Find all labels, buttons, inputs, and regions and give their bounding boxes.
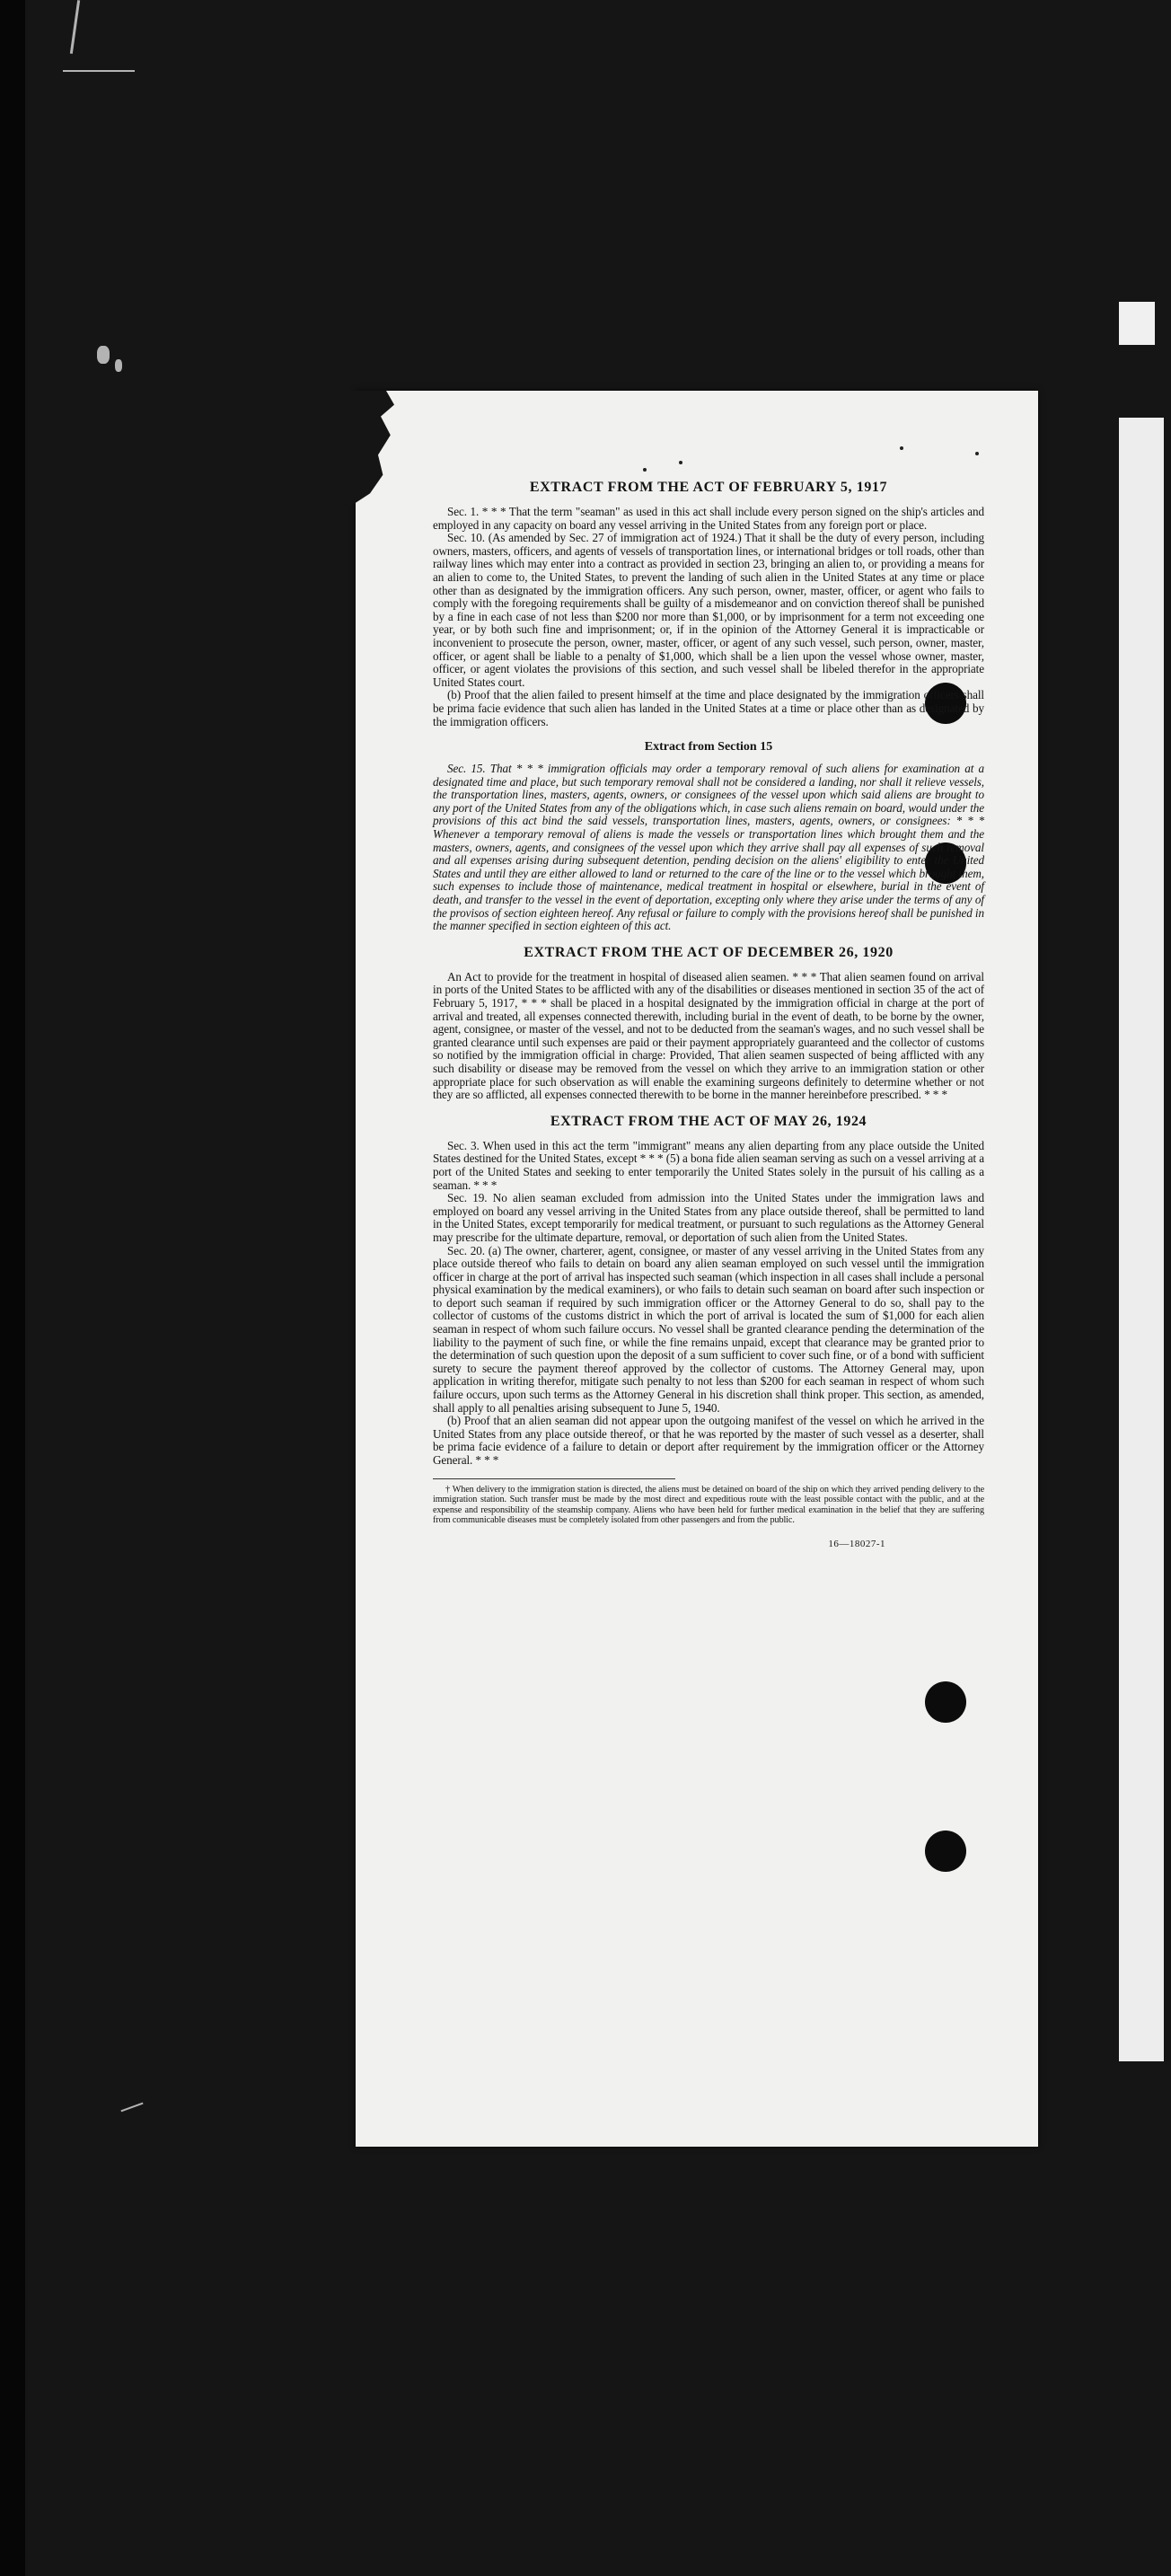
footnote-rule (433, 1478, 675, 1479)
paragraph: An Act to provide for the treatment in hospital of diseased alien seamen. * * * That alien seamen found on arrival in ports of the United States to be afflicted with any of the disabilities or diseases mentioned in section 35 of the act of February 5, 1917, * * * shall be placed in a hospital designated by the immigration official in charge at the port of arrival and treated, all expenses connected therewith, including burial in the event of death, to be borne by the owner, agent, consignee, or master of the vessel, and not to be deducted from the seaman's wages, and no such vessel shall be granted clearance until such expenses are paid or their payment appropriately guaranteed and the collector of customs so notified by the immigration official in charge: Provided, That alien seamen suspected of being afflicted with any such disability or disease may be removed from the vessel on which they arrive to an immigration station or other appropriate place for such observation as will enable the examining surgeons definitely to determine whether or not they are so afflicted, all expenses connected therewith to be borne in the manner hereinbefore prescribed. * * * (433, 969, 984, 1102)
punch-hole (925, 1681, 966, 1723)
adjacent-page-edge (1119, 418, 1164, 2061)
film-scratch (63, 70, 135, 72)
page-speck (975, 452, 979, 455)
section-heading: Extract from Section 15 (644, 740, 773, 754)
paragraph: Sec. 20. (a) The owner, charterer, agent, consignee, or master of any vessel arriving in the United States from any place outside thereof who fails to detain on board any alien seaman employed on such vessel until the immigration officer in charge at the port of arrival has inspected such seaman (which inspection in all cases shall include a personal physical examination by the medical examiners), or who fails to detain such seaman on board after such inspection or to deport such seaman if required by such immigration officer or the Attorney General to do so, shall pay to the collector of customs of the customs district in which the port of arrival is located the sum of $1,000 for each alien seaman in respect of whom such failure occurs. No vessel shall be granted clearance pending the determination of the liability to the payment of such fine, or while the fine remains unpaid, except that clearance may be granted prior to the determination of such question upon the deposit of a sum sufficient to cover such fine, or of a bond with sufficient surety to secure the payment thereof approved by the collector of customs. The Attorney General may, upon application in writing therefor, mitigate such penalty to not less than $200 for each seaman in respect of whom such failure occurs, upon such terms as the Attorney General in his discretion shall think proper. This section, as amended, shall apply to all penalties arising subsequent to June 5, 1940. (433, 1243, 984, 1415)
section-heading: EXTRACT FROM THE ACT OF DECEMBER 26, 1920 (524, 944, 894, 960)
document-page (356, 391, 1038, 2147)
paragraph: (b) Proof that an alien seaman did not appear upon the outgoing manifest of the vessel on which he arrived in the United States from any place outside thereof, or that he was reported by the master of such vessel as a deserter, shall be prima facie evidence of a failure to detain or deport after requirement by the immigration officer or the Attorney General. * * * (433, 1414, 984, 1467)
film-scratch (120, 2103, 143, 2113)
paragraph: Sec. 15. That * * * immigration officials may order a temporary removal of such aliens for examination at a designated time and place, but such temporary removal shall not be considered a landing, nor shall it relieve vessels, the transportation lines, masters, agents, owners, or consignees of the vessel upon which said aliens are brought to any port of the United States from any of the obligations which, in case such aliens remain on board, would under the provisions of this act bind the said vessels, transportation lines, masters, agents, owners, or consignees: * * * Whenever a temporary removal of aliens is made the vessels or transportation lines which brought them and the masters, owners, agents, and consignees of the vessel upon which they arrive shall pay all expenses of such removal and all expenses arising during subsequent detention, pending decision on the aliens' eligibility to enter the United States and until they are either allowed to land or returned to the care of the line or to the vessel which brought them, such expenses to include those of maintenance, medical treatment in hospital or elsewhere, burial in the event of death, and transfer to the vessel in the event of deportation, excepting only where they arise under the terms of any of the provisos of section eighteen hereof. Any refusal or failure to comply with the provisions hereof shall be punished in the manner specified in section eighteen of this act. (433, 762, 984, 933)
paragraph: Sec. 10. (As amended by Sec. 27 of immigration act of 1924.) That it shall be the duty of every person, including owners, masters, officers, and agents of vessels of transportation lines, or international bridges or toll roads, other than railway lines which may enter into a contract as provided in section 23, bringing an alien to, or providing a means for an alien to come to, the United States, to prevent the landing of such alien in the United States at any time or place other than as designated by the immigration officers. Any such person, owner, master, officer, or agent who fails to comply with the foregoing requirements shall be guilty of a misdemeanor and on conviction thereof shall be punished by a fine in each case of not less than $200 nor more than $1,000, or by imprisonment for a term not exceeding one year, or by both such fine and imprisonment; or, if in the opinion of the Attorney General it is impracticable or inconvenient to prosecute the person, owner, master, officer, or agent of any such vessel, such person, owner, master, officer, or agent shall be liable to a penalty of $1,000, which shall be a lien upon the vessel whose owner, master, officer, or agent violates the provisions of this section, and such vessel shall be libeled therefor in the appropriate United States court. (433, 531, 984, 689)
document-body (433, 479, 984, 1549)
film-speck (97, 346, 110, 364)
paragraph: (b) Proof that the alien failed to present himself at the time and place designated by the immigration officers shall be prima facie evidence that such alien has landed in the United States at a time or place other than as designated by the immigration officers. (433, 688, 984, 728)
paragraph: Sec. 3. When used in this act the term "immigrant" means any alien departing from any place outside the United States destined for the United States, except * * * (5) a bona fide alien seaman serving as such on a vessel arriving at a port of the United States and seeking to enter temporarily the United States solely in the pursuit of his calling as a seaman. * * * (433, 1138, 984, 1192)
page-speck (643, 468, 647, 472)
page-speck (900, 446, 903, 450)
adjacent-page-tab (1119, 302, 1155, 345)
film-scratch (70, 0, 80, 54)
section-heading: EXTRACT FROM THE ACT OF MAY 26, 1924 (550, 1113, 867, 1129)
section-heading: EXTRACT FROM THE ACT OF FEBRUARY 5, 1917 (529, 480, 888, 495)
punch-hole (925, 1831, 966, 1872)
paragraph: Sec. 19. No alien seaman excluded from admission into the United States under the immigration laws and employed on board any vessel arriving in the United States from any place outside thereof, shall be permitted to land in the United States, except temporarily for medical treatment, or pursuant to such regulations as the Attorney General may prescribe for the ultimate departure, removal, or deportation of such alien from the United States. (433, 1191, 984, 1244)
print-code: 16—18027-1 (828, 1538, 885, 1549)
film-edge (0, 0, 25, 2576)
footnote: † When delivery to the immigration station is directed, the aliens must be detained on board of the ship on which they arrived pending delivery to the immigration station. Such transfer must be made by the most direct and expeditious route with the least possible contact with the public, and at the expense and responsibility of the steamship company. Aliens who have been held for further medical examination in the belief that they are suffering from communicable diseases must be completely isolated from other passengers and from the public. (433, 1484, 984, 1526)
film-speck (115, 359, 122, 372)
paragraph: Sec. 1. * * * That the term "seaman" as used in this act shall include every person signed on the ship's articles and employed in any capacity on board any vessel arriving in the United States from any foreign port or place. (433, 505, 984, 532)
torn-corner (348, 391, 402, 507)
page-speck (679, 461, 682, 464)
